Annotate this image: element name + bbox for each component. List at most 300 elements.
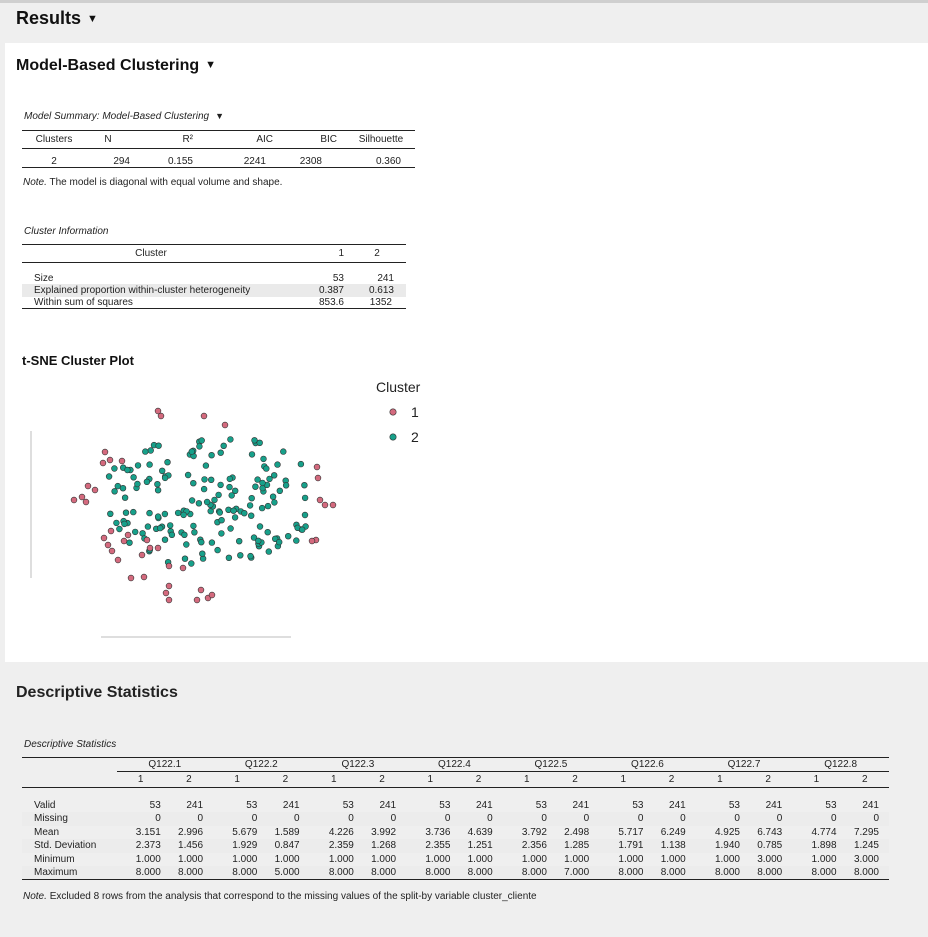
tsne-point-cluster-2 [167,523,173,529]
desc-cell: 1.000 [371,853,397,865]
desc-cell: 1.000 [425,853,451,865]
tsne-point-cluster-1 [222,422,228,428]
tsne-point-cluster-2 [201,486,207,492]
model-summary-caret-icon[interactable]: ▼ [215,111,224,121]
desc-subcolumn-header: 2 [186,774,192,785]
tsne-point-cluster-2 [131,474,137,480]
desc-corner [22,772,117,788]
tsne-point-cluster-2 [218,450,224,456]
desc-cell: 1.940 [714,840,740,852]
desc-cell: 1.268 [371,840,397,852]
tsne-point-cluster-1 [101,535,107,541]
tsne-point-cluster-2 [185,472,191,478]
tsne-point-cluster-2 [156,443,162,449]
desc-cell: 0 [830,813,837,825]
tsne-point-cluster-2 [302,512,308,518]
desc-cell: 3.000 [853,853,879,865]
cell: 1352 [369,296,392,308]
tsne-point-cluster-2 [260,480,266,486]
desc-cell: 6.249 [660,826,686,838]
desc-cell: 0.785 [757,840,783,852]
desc-row-label: Maximum [34,867,78,878]
col-cluster-1: 1 [338,248,344,259]
desc-cell: 3.792 [521,826,547,838]
desc-row-maximum [22,866,889,880]
tsne-point-cluster-2 [302,495,308,501]
desc-variable-header: Q122.8 [792,758,889,772]
tsne-point-cluster-2 [155,514,161,520]
desc-cell: 0 [583,813,590,825]
desc-row-mean [22,826,889,840]
desc-cell: 241 [572,799,590,811]
tsne-point-cluster-2 [226,555,232,561]
desc-cell: 3.736 [425,826,451,838]
tsne-point-cluster-2 [162,475,168,481]
desc-cell: 0 [155,813,161,825]
tsne-point-cluster-2 [241,510,247,516]
tsne-point-cluster-2 [122,521,128,527]
tsne-point-cluster-2 [148,448,154,454]
tsne-point-cluster-2 [277,488,283,494]
tsne-point-cluster-2 [228,437,234,443]
note-label: Note. [23,177,47,188]
desc-cell: 1.000 [135,853,161,865]
desc-cell: 4.774 [811,826,837,838]
desc-cell: 2.355 [425,840,451,852]
tsne-point-cluster-2 [208,477,214,483]
tsne-point-cluster-1 [322,502,328,508]
tsne-point-cluster-2 [299,527,305,533]
desc-subcolumn-header: 2 [765,774,771,785]
col-aic: AIC [256,134,273,145]
tsne-point-cluster-1 [314,464,320,470]
tsne-title: t-SNE Cluster Plot [22,353,134,368]
tsne-point-cluster-2 [132,529,138,535]
desc-cell: 1.000 [232,853,258,865]
cell-bic: 2308 [299,155,322,167]
tsne-point-cluster-2 [253,484,259,490]
tsne-point-cluster-2 [199,438,205,444]
desc-cell: 8.000 [178,867,204,878]
desc-cell: 4.925 [714,826,740,838]
tsne-point-cluster-2 [257,524,263,530]
desc-cell: 1.285 [564,840,590,852]
tsne-point-cluster-2 [112,466,118,472]
tsne-point-cluster-2 [216,492,222,498]
results-title: Results [16,8,82,28]
desc-cell: 8.000 [232,867,258,878]
tsne-point-cluster-2 [203,463,209,469]
desc-cell: 6.743 [757,826,783,838]
desc-row-label: Mean [34,826,60,838]
tsne-point-cluster-2 [190,480,196,486]
desc-cell: 1.929 [232,840,258,852]
cell-r2: 0.155 [167,155,193,167]
tsne-point-cluster-2 [157,525,163,531]
tsne-point-cluster-2 [265,529,271,535]
tsne-point-cluster-1 [309,538,315,544]
descriptive-note [23,891,537,902]
tsne-point-cluster-2 [249,495,255,501]
tsne-point-cluster-2 [283,482,289,488]
model-section-caret-icon[interactable]: ▼ [205,59,217,71]
desc-corner [22,758,117,772]
tsne-point-cluster-2 [255,538,261,544]
tsne-point-cluster-2 [298,461,304,467]
desc-subcolumn-header: 2 [861,774,868,785]
cell: 853.6 [318,296,344,308]
legend-title: Cluster [376,379,421,395]
tsne-point-cluster-2 [165,459,171,465]
tsne-point-cluster-2 [188,561,194,567]
desc-cell: 5.000 [274,867,300,878]
desc-cell: 0 [637,813,644,825]
tsne-point-cluster-2 [142,449,148,455]
tsne-point-cluster-1 [166,563,172,569]
tsne-point-cluster-2 [212,497,218,503]
desc-cell: 0 [776,813,783,825]
desc-variable-header: Q122.5 [503,758,600,772]
tsne-point-cluster-2 [145,524,151,530]
desc-cell: 7.295 [853,826,879,838]
legend-label-2: 2 [411,429,419,445]
cell-aic: 2241 [243,155,266,167]
tsne-point-cluster-2 [227,476,233,482]
cell: 241 [377,272,394,284]
tsne-point-cluster-2 [237,552,243,558]
desc-row-missing [22,812,889,826]
tsne-point-cluster-2 [175,510,181,516]
desc-row-std-deviation [22,839,889,853]
desc-cell: 0 [734,813,740,825]
col-silhouette: Silhouette [358,134,404,145]
tsne-point-cluster-2 [114,520,120,526]
desc-cell: 0.847 [274,840,300,852]
tsne-point-cluster-1 [125,532,131,538]
tsne-point-cluster-2 [257,440,263,446]
desc-cell: 1.000 [660,853,686,865]
model-section-title: Model-Based Clustering [16,57,200,74]
tsne-point-cluster-2 [227,484,233,490]
tsne-point-cluster-1 [128,575,134,581]
tsne-point-cluster-2 [169,532,175,538]
desc-cell: 8.000 [425,867,451,878]
tsne-point-cluster-1 [315,475,321,481]
desc-cell: 1.245 [853,840,879,852]
desc-cell: 1.589 [274,826,300,838]
tsne-point-cluster-2 [162,511,168,517]
tsne-point-cluster-2 [155,487,161,493]
desc-cell: 3.151 [135,826,161,838]
cell: 0.613 [368,284,394,296]
legend-label-1: 1 [411,404,419,420]
col-cluster: Cluster [135,248,167,259]
desc-cell: 241 [765,799,783,811]
desc-cell: 8.000 [521,867,547,878]
desc-cell: 3.992 [371,826,397,838]
desc-cell: 8.000 [714,867,740,878]
tsne-point-cluster-2 [231,508,237,514]
desc-cell: 5.717 [618,826,644,838]
tsne-point-cluster-2 [162,537,168,543]
desc-cell: 1.000 [521,853,547,865]
desc-cell: 1.000 [178,853,204,865]
desc-cell: 241 [186,799,204,811]
descriptive-section-title[interactable]: Descriptive Statistics [16,684,178,701]
desc-subcolumn-header: 2 [572,774,578,785]
cell: 0.387 [318,284,344,296]
tsne-point-cluster-2 [198,539,204,545]
tsne-point-cluster-2 [112,488,118,494]
tsne-point-cluster-2 [181,512,187,518]
tsne-point-cluster-1 [85,483,91,489]
desc-row-label: Missing [34,813,68,825]
desc-cell: 8.000 [811,867,837,878]
tsne-point-cluster-2 [259,505,265,511]
desc-cell: 1.000 [274,853,300,865]
desc-cell: 1.251 [467,840,493,852]
desc-cell: 53 [535,799,547,811]
desc-subcolumn-header: 1 [717,774,723,785]
tsne-point-cluster-2 [236,538,242,544]
legend-marker-cluster-1 [390,409,396,415]
desc-cell: 0 [348,813,354,825]
desc-subcolumn-header: 1 [620,774,627,785]
desc-row-minimum [22,853,889,867]
tsne-point-cluster-2 [189,498,195,504]
tsne-point-cluster-2 [196,500,202,506]
desc-cell: 0 [541,813,547,825]
tsne-point-cluster-2 [107,511,113,517]
tsne-point-cluster-2 [272,500,278,506]
tsne-point-cluster-2 [293,538,299,544]
tsne-point-cluster-1 [139,552,145,558]
col-n: N [104,134,112,145]
tsne-point-cluster-2 [192,529,198,535]
desc-cell: 1.000 [467,853,493,865]
desc-cell: 8.000 [328,867,354,878]
desc-cell: 53 [632,799,644,811]
tsne-point-cluster-1 [100,460,106,466]
tsne-point-cluster-1 [155,545,161,551]
tsne-point-cluster-2 [232,515,238,521]
desc-subcolumn-header: 2 [668,774,675,785]
tsne-point-cluster-2 [265,503,271,509]
desc-variable-header: Q122.6 [599,758,696,772]
desc-cell: 0 [680,813,686,825]
cell: 53 [332,272,344,284]
tsne-point-cluster-1 [144,537,150,543]
tsne-point-cluster-1 [83,499,89,505]
tsne-point-cluster-2 [130,509,136,515]
desc-cell: 0 [444,813,451,825]
desc-subcolumn-header: 1 [524,774,530,785]
desc-cell: 241 [669,799,686,811]
tsne-point-cluster-1 [108,528,114,534]
tsne-point-cluster-1 [102,449,108,455]
tsne-point-cluster-2 [270,494,276,500]
col-r2: R² [182,134,193,145]
desc-cell: 7.000 [564,867,590,878]
desc-subcolumn-header: 1 [813,774,820,785]
tsne-point-cluster-2 [122,495,128,501]
tsne-point-cluster-1 [141,574,147,580]
desc-cell: 241 [379,799,397,811]
tsne-point-cluster-2 [218,482,224,488]
desc-cell: 2.356 [521,840,547,852]
desc-cell: 1.791 [618,840,644,852]
tsne-point-cluster-2 [228,526,234,532]
tsne-point-cluster-2 [252,437,258,443]
tsne-point-cluster-2 [123,510,129,516]
note-text: Excluded 8 rows from the analysis that correspond to the missing values of the split-by variable cluster_cliente [49,891,537,902]
desc-cell: 8.000 [757,867,783,878]
cell-silhouette: 0.360 [375,155,401,167]
tsne-point-cluster-2 [202,477,208,483]
tsne-point-cluster-1 [166,597,172,603]
note-text: The model is diagonal with equal volume and shape. [49,177,283,188]
tsne-point-cluster-2 [248,513,254,519]
tsne-point-cluster-2 [204,499,210,505]
tsne-point-cluster-1 [198,587,204,593]
desc-cell: 8.000 [660,867,686,878]
cluster-info-title: Cluster Information [24,226,109,237]
tsne-point-cluster-1 [92,487,98,493]
tsne-point-cluster-2 [127,540,133,546]
desc-subcolumn-header: 2 [475,774,482,785]
tsne-point-cluster-1 [121,538,127,544]
desc-subcolumn-header: 1 [137,774,144,785]
tsne-point-cluster-2 [275,462,281,468]
desc-cell: 0 [294,813,300,825]
desc-cell: 2.359 [328,840,354,852]
desc-cell: 8.000 [371,867,397,878]
tsne-point-cluster-2 [125,467,131,473]
tsne-point-cluster-2 [155,481,161,487]
tsne-point-cluster-1 [330,502,336,508]
cell-n: 294 [113,155,130,167]
tsne-point-cluster-1 [209,592,215,598]
tsne-point-cluster-1 [79,494,85,500]
tsne-point-cluster-1 [109,548,115,554]
results-menu-caret-icon[interactable]: ▼ [87,13,98,25]
col-cluster-2: 2 [374,248,380,259]
desc-cell: 0 [197,813,204,825]
tsne-point-cluster-2 [276,539,282,545]
tsne-point-cluster-1 [163,590,169,596]
tsne-point-cluster-2 [182,556,188,562]
tsne-point-cluster-2 [247,503,253,509]
tsne-points [71,408,336,603]
tsne-point-cluster-1 [147,545,153,551]
desc-cell: 1.000 [564,853,590,865]
desc-subcolumn-header: 2 [379,774,385,785]
desc-cell: 1.456 [178,840,204,852]
cell-clusters: 2 [51,155,57,167]
desc-cell: 0 [251,813,258,825]
desc-row-label: Minimum [34,853,75,865]
desc-cell: 4.226 [328,826,354,838]
desc-cell: 8.000 [135,867,161,878]
tsne-point-cluster-2 [191,523,197,529]
tsne-point-cluster-2 [219,517,225,523]
desc-variable-header-row [22,758,889,772]
desc-variable-header: Q122.3 [310,758,407,772]
desc-cell: 5.679 [232,826,258,838]
desc-subcolumn-header: 1 [427,774,434,785]
tsne-point-cluster-2 [249,452,255,458]
tsne-point-cluster-2 [215,547,221,553]
desc-cell: 53 [149,799,161,811]
tsne-point-cluster-2 [248,553,254,559]
tsne-point-cluster-2 [117,526,123,532]
desc-cell: 53 [825,799,837,811]
tsne-point-cluster-1 [194,597,200,603]
tsne-point-cluster-2 [189,449,195,455]
desc-cell: 53 [246,799,258,811]
tsne-point-cluster-1 [107,457,113,463]
tsne-point-cluster-2 [217,510,223,516]
col-clusters: Clusters [35,134,73,145]
desc-subcolumn-header: 2 [282,774,289,785]
desc-cell: 53 [342,799,354,811]
desc-cell: 8.000 [618,867,644,878]
desc-cell: 1.000 [328,853,354,865]
desc-cell: 0 [487,813,493,825]
tsne-point-cluster-1 [317,497,323,503]
desc-variable-header: Q122.2 [213,758,310,772]
tsne-point-cluster-1 [158,413,164,419]
tsne-point-cluster-1 [180,565,186,571]
tsne-point-cluster-2 [197,444,203,450]
desc-subcolumn-row [22,772,889,788]
tsne-point-cluster-2 [266,549,272,555]
row-label: Explained proportion within-cluster heterogeneity [34,284,251,296]
legend-marker-cluster-2 [390,434,396,440]
desc-cell: 53 [728,799,740,811]
tsne-point-cluster-2 [271,472,277,478]
desc-subcolumn-header: 1 [234,774,240,785]
tsne-point-cluster-2 [219,531,225,537]
row-label: Within sum of squares [34,296,133,308]
tsne-point-cluster-1 [201,413,207,419]
tsne-point-cluster-2 [183,542,189,548]
tsne-point-cluster-2 [280,449,286,455]
desc-cell: 0 [390,813,397,825]
desc-subcolumn-header: 1 [330,774,337,785]
desc-cell: 8.000 [467,867,493,878]
descriptive-table-title: Descriptive Statistics [24,739,117,750]
desc-cell: 53 [439,799,451,811]
desc-cell: 1.000 [811,853,837,865]
tsne-point-cluster-2 [199,551,205,557]
tsne-point-cluster-2 [147,462,153,468]
tsne-point-cluster-2 [285,533,291,539]
desc-cell: 0 [873,813,879,825]
tsne-point-cluster-2 [182,532,188,538]
desc-cell: 1.000 [714,853,740,865]
note-label: Note. [23,891,47,902]
tsne-point-cluster-1 [119,458,125,464]
desc-cell: 3.000 [757,853,783,865]
desc-cell: 8.000 [853,867,879,878]
desc-row-label: Valid [34,799,56,811]
desc-cell: 241 [282,799,300,811]
desc-cell: 1.898 [811,840,837,852]
desc-variable-header: Q122.4 [406,758,503,772]
tsne-point-cluster-2 [209,540,215,546]
tsne-point-cluster-2 [221,443,227,449]
